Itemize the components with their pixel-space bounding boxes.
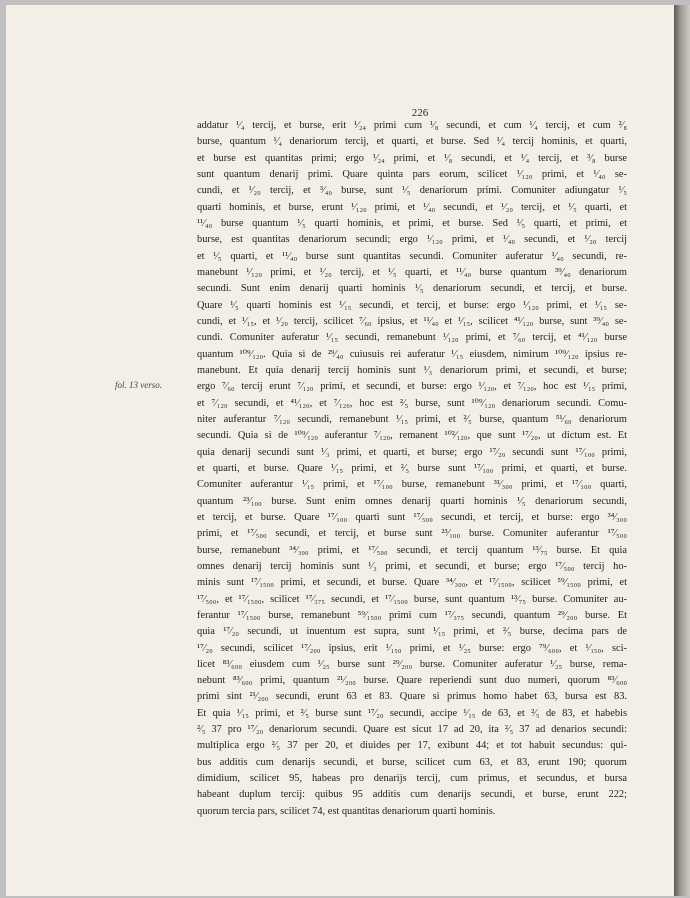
text-line: omnes denarij tercij hominis sunt ¹⁄₃ primi, et secundi, et burse; ergo ¹⁷⁄₅₀₀ tercij ho- bbox=[197, 560, 627, 572]
text-line: burse, est quantitas denariorum secundi; ergo ¹⁄₁₂₀ primi, et ¹⁄₄₀ secundi, et ¹⁄₂₀ tercij bbox=[197, 234, 627, 246]
text-line: Et quia ¹⁄₁₅ primi, et ²⁄₅ burse sunt ¹⁷⁄₂₀ secundi, accipe ¹⁄₁₅ de 63, et ²⁄₅ de 83, et habebis bbox=[197, 707, 627, 719]
text-line: primi, et ¹⁷⁄₅₀₀ secundi, et tercij, et burse sunt ²³⁄₁₀₀ burse. Comuniter auferantur ¹⁷⁄₅₀₀ bbox=[197, 528, 627, 540]
text-line: ergo ⁷⁄₆₀ tercij erunt ⁷⁄₁₂₀ primi, et secundi, et burse: ergo ¹⁄₁₂₀, et ⁷⁄₁₂₀, hoc est ¹⁄₁₅ primi, bbox=[197, 381, 627, 393]
text-line: licet ⁸³⁄₆₀₀ eiusdem cum ¹⁄₂₅ burse sunt ²⁹⁄₂₀₀ burse. Comuniter auferatur ¹⁄₂₅ burse, rema- bbox=[197, 658, 627, 670]
text-line: ²⁄₅ 37 pro ¹⁷⁄₂₀ denariorum secundi. Quare est sicut 17 ad 20, ita ²⁄₅ 37 ad denarios secundi: bbox=[197, 724, 627, 736]
text-line: ferantur ¹⁷⁄₁₅₀₀ burse, remanebunt ⁵⁹⁄₁₅₀₀ primi cum ¹⁷⁄₃₇₅ secundi, quantum ²⁹⁄₂₀₀ burse. Et bbox=[197, 609, 627, 621]
body-text bbox=[197, 118, 627, 820]
text-line: Quare ¹⁄₅ quarti hominis est ¹⁄₁₅ secundi, et tercij, et burse: ergo ¹⁄₁₂₀ primi, et ¹⁄₁₅ se- bbox=[197, 299, 627, 311]
text-line: addatur ¹⁄₄ tercij, et burse, erit ¹⁄₂₄ primi cum ¹⁄₈ secundi, et cum ¹⁄₄ tercij, et cum ²⁄₈ bbox=[197, 120, 627, 131]
text-line: quantum ²³⁄₁₀₀ burse. Sunt enim omnes denarij quarti hominis ¹⁄₅ denariorum secundi, bbox=[197, 495, 627, 507]
text-line: secundi. Quia si de ¹⁰⁹⁄₁₂₀ auferantur ⁷⁄₁₂₀, remanent ¹⁰²⁄₁₂₀, que sunt ¹⁷⁄₂₀, ut dictum est. Et bbox=[197, 430, 627, 442]
text-line: et ¹⁄₅ quarti, et ¹¹⁄₄₀ burse sunt quantitas secundi. Comuniter auferatur ¹⁄₄₀ secundi, re- bbox=[197, 250, 627, 262]
text-line: et ⁷⁄₁₂₀ secundi, et ⁴¹⁄₁₂₀, et ⁷⁄₁₂₀, hoc est ²⁄₅ burse, sunt ¹⁰⁹⁄₁₂₀ denariorum secundi. Comu- bbox=[197, 397, 627, 409]
text-line: habeant duplum tercij: quibus 95 additis cum denarijs secundi, et burse, erunt 222; bbox=[197, 789, 627, 801]
text-line: et tercij, et burse. Quare ¹⁷⁄₁₀₀ quarti sunt ¹⁷⁄₅₀₀ secundi, et tercij, et burse: ergo ³⁴⁄₃₀₀ bbox=[197, 511, 627, 523]
text-line: multiplica ergo ²⁄₅ 37 per 20, et diuides per 17, exibunt 44; et tot habuit secundus: qui- bbox=[197, 740, 627, 752]
text-line: burse, remanebunt ³⁴⁄₃₀₀ primi, et ¹⁷⁄₅₀₀ secundi, et tercij quantum ¹³⁄₇₅ burse. Et quia bbox=[197, 544, 627, 556]
text-line: Comuniter auferantur ¹⁄₁₅ primi, et ¹⁷⁄₁₀₀ burse, remanebunt ³¹⁄₃₀₀ primi, et ¹⁷⁄₁₀₀ quarti, bbox=[197, 479, 627, 491]
text-line: primi sint ²¹⁄₂₀₀ secundi, erunt 63 et 83. Quare si primus homo habet 63, bursa est 83. bbox=[197, 691, 627, 703]
text-line: sunt quantum denarij primi. Quare quinta pars eorum, scilicet ¹⁄₁₂₀ primi, et ¹⁄₄₀ se- bbox=[197, 168, 627, 180]
text-line: ¹⁷⁄₅₀₀, et ¹⁷⁄₁₅₀₀, scilicet ¹⁷⁄₃₇₅ secundi, et ¹⁷⁄₁₅₀₀ burse, sunt quantum ¹³⁄₇₅ burse. Comuniter au- bbox=[197, 593, 627, 605]
text-line: ¹¹⁄₄₀ burse quantum ¹⁄₅ quarti hominis, et primi, et burse. Sed ¹⁄₅ quarti, et primi, et bbox=[197, 217, 627, 229]
text-line: dimidium, scilicet 95, habeas pro denarijs tercij, cum primus, et secundus, et bursa bbox=[197, 773, 627, 785]
text-line: nebunt ⁸³⁄₆₀₀ primi, quantum ²¹⁄₂₀₀ burse. Quare reperiendi sunt duo numeri, quorum ⁸³⁄₆₀₀ bbox=[197, 675, 627, 687]
page-number: 226 bbox=[411, 107, 429, 119]
text-line: manebunt. Et quia denarij tercij hominis sunt ¹⁄₃ denariorum primi, et secundi, et burse; bbox=[197, 364, 627, 376]
text-line: burse, quantum ¹⁄₄ denariorum tercij, et quarti, et burse. Sed ¹⁄₄ tercij hominis, et quarti, bbox=[197, 136, 627, 148]
text-line: et burse est quantitas primi; ergo ¹⁄₂₄ primi, et ¹⁄₈ secundi, et ¹⁄₄ tercij, et ³⁄₈ burse bbox=[197, 152, 627, 164]
text-line: cundi. Comuniter auferatur ¹⁄₁₅ secundi, remanebunt ¹⁄₁₂₀ primi, et ⁷⁄₆₀ tercij, et ⁴¹⁄₁₂₀ burse bbox=[197, 332, 627, 344]
text-line: minis sunt ¹⁷⁄₁₅₀₀ primi, et secundi, et burse. Quare ³⁴⁄₃₀₀, et ¹⁷⁄₁₅₀₀, scilicet ⁵⁹⁄₁₅₀₀ primi, et bbox=[197, 577, 627, 589]
book-spine bbox=[674, 5, 690, 896]
text-line: cundi, et ¹⁄₂₀ tercij, et ³⁄₄₀ burse, sunt ¹⁄₅ denariorum primi. Comuniter adiungatur ¹⁄₅ bbox=[197, 185, 627, 197]
text-line: quia ¹⁷⁄₂₀ secundi, ut inuentum est supra, sunt ¹⁄₁₅ primi, et ²⁄₅ burse, decima pars de bbox=[197, 626, 627, 638]
text-line: et quarti, et burse. Quare ¹⁄₁₅ primi, et ²⁄₅ burse sunt ¹⁷⁄₁₀₀ primi, et quarti, et burse. bbox=[197, 462, 627, 474]
text-line: manebunt ¹⁄₁₂₀ primi, et ¹⁄₂₀ tercij, et ¹⁄₅ quarti, et ¹¹⁄₄₀ burse quantum ³⁹⁄₄₀ denariorum bbox=[197, 266, 627, 278]
text-line: cundi, et ¹⁄₁₅, et ¹⁄₂₀ tercij, scilicet ⁷⁄₆₀ ipsius, et ¹¹⁄₄₀ et ¹⁄₁₅, scilicet ⁴¹⁄₁₂₀ burse, sunt ³⁹⁄₄₀ se- bbox=[197, 315, 627, 327]
text-line: bus additis cum denarijs secundi, et burse, scilicet cum 63, et 83, erunt 190; quorum bbox=[197, 756, 627, 768]
text-line: quarti hominis, et burse, erunt ¹⁄₁₂₀ primi, et ¹⁄₄₀ secundi, et ¹⁄₂₀ tercij, et ¹⁄₅ quarti, et bbox=[197, 201, 627, 213]
text-line: ¹⁷⁄₂₀ secundi, scilicet ¹⁷⁄₂₀₀ ipsius, erit ¹⁄₁₅₀ primi, et ¹⁄₂₅ burse: ergo ⁷⁹⁄₆₀₀, et ¹⁄₁₅₀, sci- bbox=[197, 642, 627, 654]
text-line: niter auferantur ⁷⁄₁₂₀ secundi, remanebunt ¹⁄₁₅ primi, et ²⁄₅ burse, quantum ⁵¹⁄₆₀ denariorum bbox=[197, 413, 627, 425]
text-line: quantum ¹⁰⁹⁄₁₂₀. Quia si de ²⁹⁄₄₀ cuiusuis rei auferatur ¹⁄₁₅ eiusdem, nimirum ¹⁰⁹⁄₁₂₀ ipsius re- bbox=[197, 348, 627, 360]
margin-note: fol. 13 verso. bbox=[115, 380, 162, 390]
text-line: secundi. Sunt enim denarij quarti hominis ¹⁄₅ denariorum secundi, et tercij, et burse. bbox=[197, 283, 627, 295]
text-line: quorum tercia pars, scilicet 74, est quantitas denariorum quarti hominis. bbox=[197, 805, 496, 817]
text-line: quia denarij secundi sunt ¹⁄₃ primi, et quarti, et burse; ergo ¹⁷⁄₂₀ secundi sunt ¹⁷⁄₁₀₀ primi, bbox=[197, 446, 627, 458]
